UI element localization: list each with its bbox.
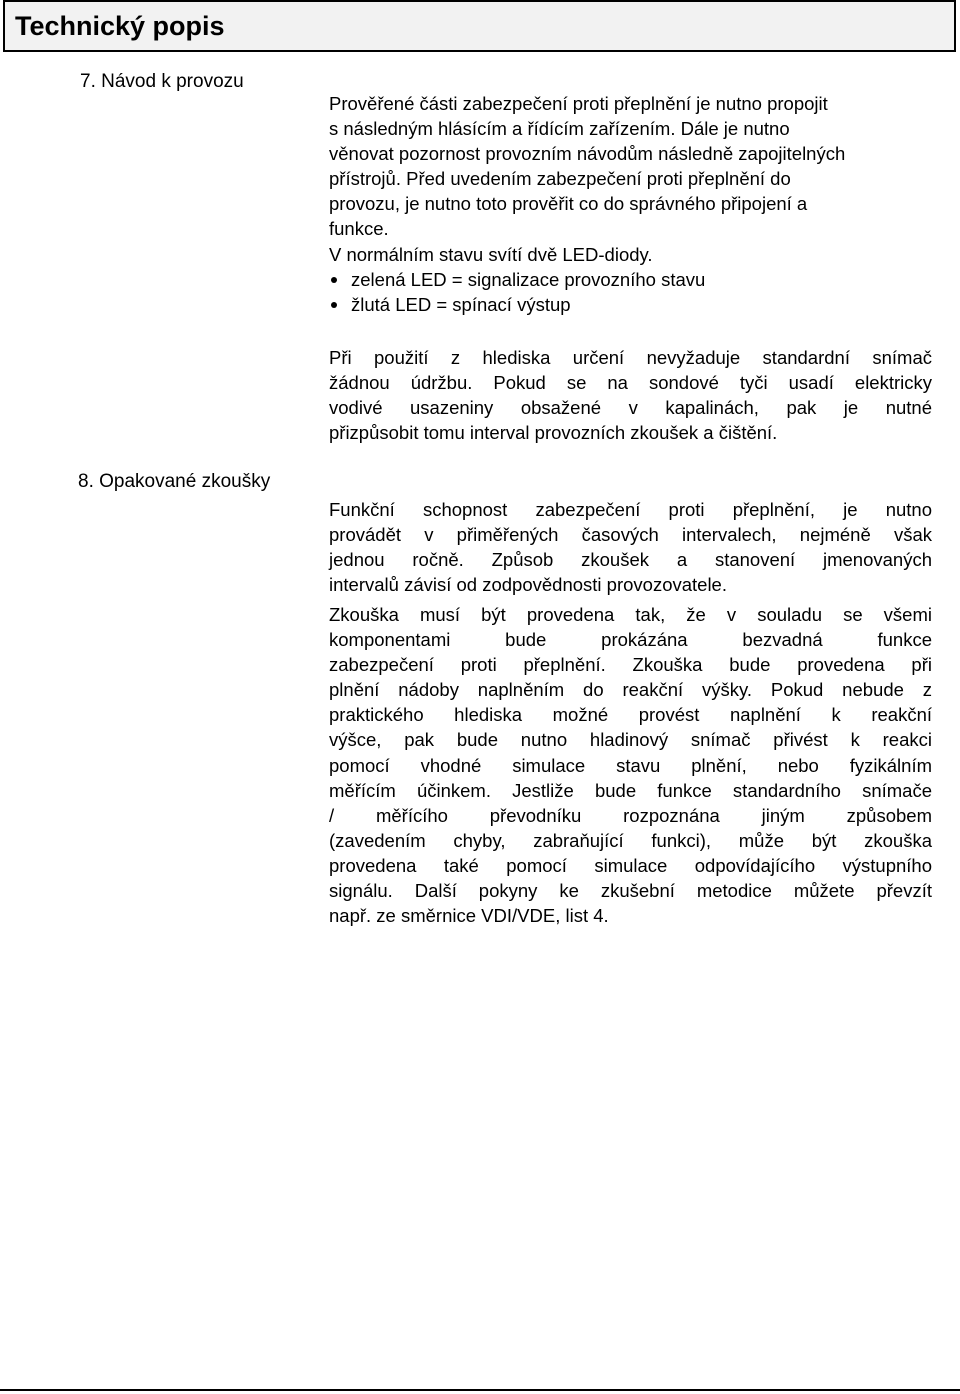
paragraph-line: provádět v přiměřených časových intervalech, nejméně však [329, 524, 932, 546]
list-item [329, 292, 932, 317]
paragraph-line: Funkční schopnost zabezpečení proti přeplnění, je nutno [329, 499, 932, 520]
paragraph-line: provedena také pomocí simulace odpovídajícího výstupního [329, 854, 932, 876]
intro-line: provozu, je nutno toto prověřit co do správného připojení a [329, 193, 808, 215]
intro-line: V normálním stavu svítí dvě LED-diody. [329, 243, 653, 265]
paragraph-line: Zkouška musí být provedena tak, že v souladu se všemi [329, 604, 932, 625]
paragraph-line: signálu. Další pokyny ke zkušební metodice můžete převzít [329, 880, 932, 902]
bottom-divider [0, 1389, 960, 1391]
maintenance-paragraph [329, 345, 932, 445]
intro-line: věnovat pozornost provozním návodům následně zapojitelných [329, 143, 846, 165]
header-box [3, 0, 956, 52]
operation-intro [329, 91, 932, 317]
paragraph-line: jednou ročně. Způsob zkoušek a stanovení jmenovaných [329, 549, 932, 571]
paragraph-line: vodivé usazeniny obsažené v kapalinách, pak je nutné [329, 397, 932, 419]
section-heading-repeated-tests: 8. Opakované zkoušky [78, 471, 271, 492]
paragraph-line: výšce, pak bude nutno hladinový snímač přivést k reakci [329, 729, 932, 751]
tests-paragraph-2 [329, 602, 932, 928]
list-item-text: zelená LED = signalizace provozního stavu [351, 268, 706, 290]
paragraph-line: komponentami bude prokázána bezvadná funkce [329, 629, 932, 651]
page-title: Technický popis [15, 11, 225, 41]
led-list [329, 267, 932, 317]
intro-line: funkce. [329, 218, 389, 240]
list-item-text: žlutá LED = spínací výstup [351, 293, 571, 315]
paragraph-line: přizpůsobit tomu interval provozních zkoušek a čištění. [329, 422, 778, 444]
paragraph-line: zabezpečení proti přeplnění. Zkouška bude provedena při [329, 654, 932, 676]
paragraph-line: praktického hlediska možné provést naplnění k reakční [329, 704, 932, 726]
paragraph-line: pomocí vhodné simulace stavu plnění, nebo fyzikálním [329, 754, 932, 776]
paragraph-line: (zavedením chyby, zabraňující funkci), může být zkouška [329, 829, 932, 851]
paragraph-line: Při použití z hlediska určení nevyžaduje standardní snímač [329, 347, 932, 368]
bullet-icon [331, 302, 337, 308]
paragraph-line: žádnou údržbu. Pokud se na sondové tyči usadí elektricky [329, 372, 932, 394]
section-heading-operation: 7. Návod k provozu [80, 71, 244, 92]
tests-paragraph-1 [329, 497, 932, 597]
paragraph-line: plnění nádoby naplněním do reakční výšky. Pokud nebude z [329, 679, 932, 701]
paragraph-line: / měřícího převodníku rozpoznána jiným způsobem [329, 804, 932, 826]
bullet-icon [331, 277, 337, 283]
intro-line: Prověřené části zabezpečení proti přeplnění je nutno propojit [329, 93, 828, 114]
paragraph-line: měřícím účinkem. Jestliže bude funkce standardního snímače [329, 779, 932, 801]
list-item [329, 267, 932, 292]
intro-line: přístrojů. Před uvedením zabezpečení proti přeplnění do [329, 168, 791, 190]
paragraph-line: např. ze směrnice VDI/VDE, list 4. [329, 905, 609, 927]
paragraph-line: intervalů závisí od zodpovědnosti provozovatele. [329, 574, 727, 596]
intro-line: s následným hlásícím a řídícím zařízením. Dále je nutno [329, 118, 790, 140]
